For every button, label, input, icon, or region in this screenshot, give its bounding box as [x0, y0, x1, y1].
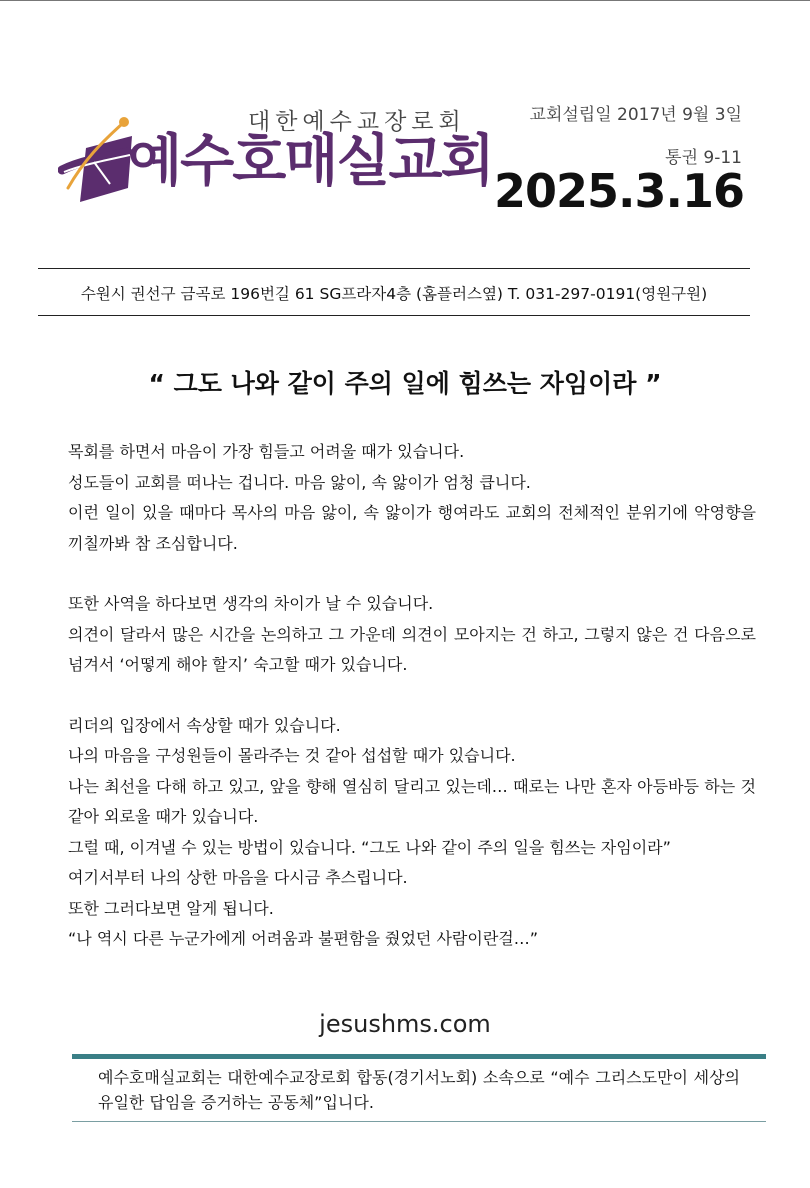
body-line: 의견이 달라서 많은 시간을 논의하고 그 가운데 의견이 모아지는 건 하고, 그렇지 않은 건 다음으로 넘겨서 ‘어떻게 해야 할지’ 숙고할 때가 있습니다. [68, 624, 756, 674]
body-line: 나는 최선을 다해 하고 있고, 앞을 향해 열심히 달리고 있는데… 때로는 나만 혼자 아등바등 하는 것 같아 외로울 때가 있습니다. [68, 776, 756, 826]
church-name: 예수호매실교회 [128, 129, 493, 194]
body-line: 성도들이 교회를 떠나는 겁니다. 마음 앓이, 속 앓이가 엄청 큽니다. [68, 472, 531, 492]
footer-statement: 예수호매실교회는 대한예수교장로회 합동(경기서노회) 소속으로 “예수 그리스도만이 세상의 유일한 답임을 증거하는 공동체”입니다. [98, 1068, 740, 1112]
cross-emblem-icon [58, 110, 138, 205]
top-border [0, 0, 810, 1]
body-line: 그럴 때, 이겨낼 수 있는 방법이 있습니다. “그도 나와 같이 주의 일을 힘쓰는 자임이라” [68, 837, 671, 857]
footer-box [72, 1054, 766, 1122]
address-bar [38, 268, 750, 316]
address-text: 수원시 권선구 금곡로 196번길 61 SG프라자4층 (홈플러스옆) T. 031-297-0191(영원구원) [80, 285, 708, 303]
article-body [68, 437, 756, 955]
founding-date: 교회설립일 2017년 9월 3일 [529, 105, 742, 125]
volume-number: 통권 9-11 [665, 148, 742, 168]
website-url: jesushms.com [319, 1010, 491, 1038]
body-line: 여기서부터 나의 상한 마음을 다시금 추스립니다. [68, 868, 408, 887]
bulletin-date: 2025.3.16 [494, 164, 744, 218]
body-line: 목회를 하면서 마음이 가장 힘들고 어려울 때가 있습니다. [68, 442, 465, 461]
body-line: 이런 일이 있을 때마다 목사의 마음 앓이, 속 앓이가 행여라도 교회의 전체적인 분위기에 악영향을 끼칠까봐 참 조심합니다. [68, 503, 756, 553]
body-line: 나의 마음을 구성원들이 몰라주는 것 같아 섭섭할 때가 있습니다. [68, 746, 516, 765]
body-line: “나 역시 다른 누군가에게 어려움과 불편함을 줬었던 사람이란걸…” [68, 929, 539, 948]
body-line: 리더의 입장에서 속상할 때가 있습니다. [68, 715, 341, 735]
article-headline: “ 그도 나와 같이 주의 일에 힘쓰는 자임이라 ” [148, 369, 662, 398]
body-line: 또한 사역을 하다보면 생각의 차이가 날 수 있습니다. [68, 594, 434, 613]
denomination-label: 대한예수교장로회 [248, 109, 466, 135]
body-line: 또한 그러다보면 알게 됩니다. [68, 898, 274, 918]
